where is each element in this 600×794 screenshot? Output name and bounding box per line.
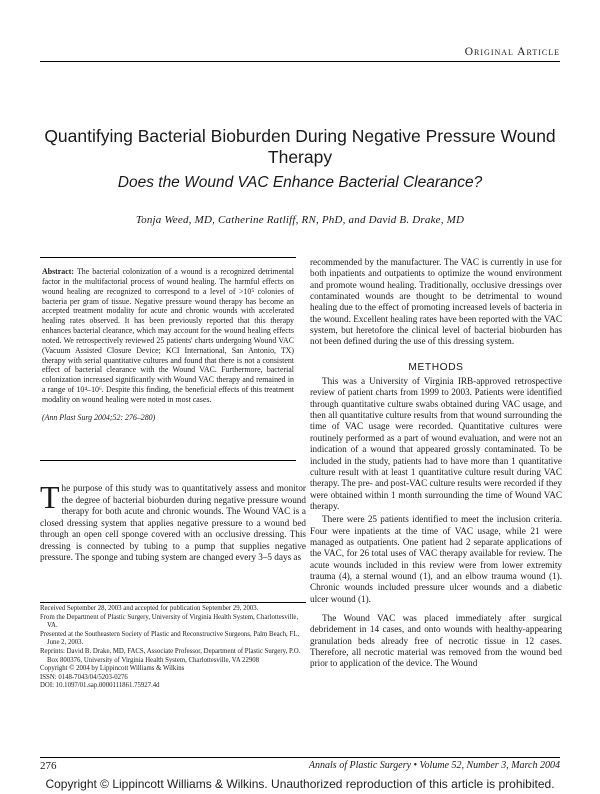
footer-rule: [40, 757, 560, 758]
drop-cap: T: [40, 479, 60, 515]
copyright-notice: Copyright © Lippincott Williams & Wilkins. Unauthorized reproduction of this article is prohibited.: [45, 777, 555, 791]
footnote-doi: DOI: 10.1097/01.sap.0000111861.75927.4d: [40, 682, 160, 690]
abstract-body: [42, 267, 294, 405]
methods-paragraph-2: There were 25 patients identified to meet the inclusion criteria. Four were inpatients at the time of VAC usage, while 21 were managed as outpatients. One patient had 2 separate applications of the VAC, for 26 total uses of VAC therapy available for review. The acute wounds included in this review were from lower extremity trauma (4), a sternal wound (1), and an elbow trauma wound (1). Chronic wounds included pressure ulcer wounds and a diabetic ulcer wound (1).: [310, 514, 562, 604]
continuation-paragraph: recommended by the manufacturer. The VAC is currently in use for both inpatients and outpatients to optimize the wound environment and promote wound healing. Traditionally, occlusive dressings over contaminated wounds are thought to be detrimental to wound healing due to the effect of promoting increased levels of bacteria in the wound. Excellent healing rates have been reported with the VAC system, but heretofore the clinical level of bacterial bioburden has not been defined during the use of this dressing system.: [310, 257, 562, 347]
methods-paragraph-1: This was a University of Virginia IRB-approved retrospective review of patient charts from 1999 to 2003. Patients were identified through quantitative culture swabs obtained during VAC usage, and then all quantitative culture results from that wound surrounding the time of VAC usage were recorded. Quantitative cultures were routinely performed as a part of wound evaluation, and were not an indication of a wound that appeared grossly contaminated. To be included in the study, patients had to have more than 1 quantitative culture result with at least 1 quantitative culture result during VAC therapy. The pre- and post-VAC culture results were recorded if they were obtained within 1 month surrounding the time of Wound VAC therapy.: [310, 376, 562, 511]
footnote-reprints: Reprints: David B. Drake, MD, FACS, Associate Professor, Department of Plastic Surgery, P.O. Box 800376, University of Virginia Health System, Charlottesville, VA 22908: [40, 647, 301, 664]
footnote-affiliation: From the Department of Plastic Surgery, University of Virginia Health System, Charlottesville, VA.: [40, 613, 299, 630]
article-subtitle: Does the Wound VAC Enhance Bacterial Clearance?: [117, 174, 483, 191]
methods-paragraph-3: The Wound VAC was placed immediately after surgical debridement in 14 cases, and onto wounds with healthy-appearing granulation beds already free of necrotic tissue in 12 cases. Therefore, all necrotic material was removed from the wound bed prior to application of the device. The Wound: [310, 612, 562, 669]
footnote-presented: Presented at the Southeastern Society of Plastic and Reconstructive Surgeons, Palm Beach, FL, June 2, 2003.: [40, 630, 300, 647]
footnote-received: Received September 28, 2003 and accepted for publication September 29, 2003.: [40, 605, 259, 612]
journal-citation-line: Annals of Plastic Surgery • Volume 52, Number 3, March 2004: [308, 760, 560, 771]
page-number: 276: [40, 760, 57, 772]
author-list: Tonja Weed, MD, Catherine Ratliff, RN, PhD, and David B. Drake, MD: [135, 214, 465, 226]
abstract-label: Abstract:: [42, 267, 74, 276]
intro-text: he purpose of this study was to quantitatively assess and monitor the degree of bacterial bioburden during negative pressure wound therapy for both acute and chronic wounds. The Wound VAC is a closed dressing system that applies negative pressure to a wound bed through an open cell sponge covered with an occlusive dressing. This dressing is connected by tubing to a pump that supplies negative pressure. The sponge and tubing system are changed every 3–5 days as: [40, 483, 306, 562]
footnotes: [40, 605, 306, 691]
abstract-citation: (Ann Plast Surg 2004;52: 276–280): [42, 412, 156, 422]
footnote-issn: ISSN: 0148-7043/04/5203-0276: [40, 673, 128, 681]
right-column: [310, 257, 562, 670]
methods-heading: METHODS: [408, 361, 464, 373]
footnote-copyright: Copyright © 2004 by Lippincott Williams & Wilkins: [40, 665, 185, 673]
section-label: Original Article: [464, 46, 560, 58]
abstract-text: The bacterial colonization of a wound is a recognized detrimental factor in the multifactorial process of wound healing. The harmful effects on wound healing are recognized to correspond to a level of >10⁵ colonies of bacteria per gram of tissue. Negative pressure wound therapy has become an accepted treatment modality for acute and chronic wounds with accelerated healing rates observed. It has been previously reported that this therapy enhances bacterial clearance, which may account for the wound healing effects noted. We retrospectively reviewed 25 patients' charts undergoing Wound VAC (Vacuum Assisted Closure Device; KCI International, San Antonio, TX) therapy with serial quantitative cultures and found that there is not a consistent effect of bacterial clearance with the Wound VAC. Furthermore, bacterial colonization increased significantly with Wound VAC therapy and remained in a range of 10⁴–10⁶. Despite this finding, the beneficial effects of this treatment modality on wound healing were noted in most cases.: [42, 267, 294, 404]
abstract-box: [40, 257, 296, 461]
footnote-rule: [40, 602, 306, 603]
intro-paragraph: [40, 479, 306, 564]
article-title: Quantifying Bacterial Bioburden During Negative Pressure Wound Therapy: [44, 126, 556, 167]
header-rule: [40, 61, 560, 62]
